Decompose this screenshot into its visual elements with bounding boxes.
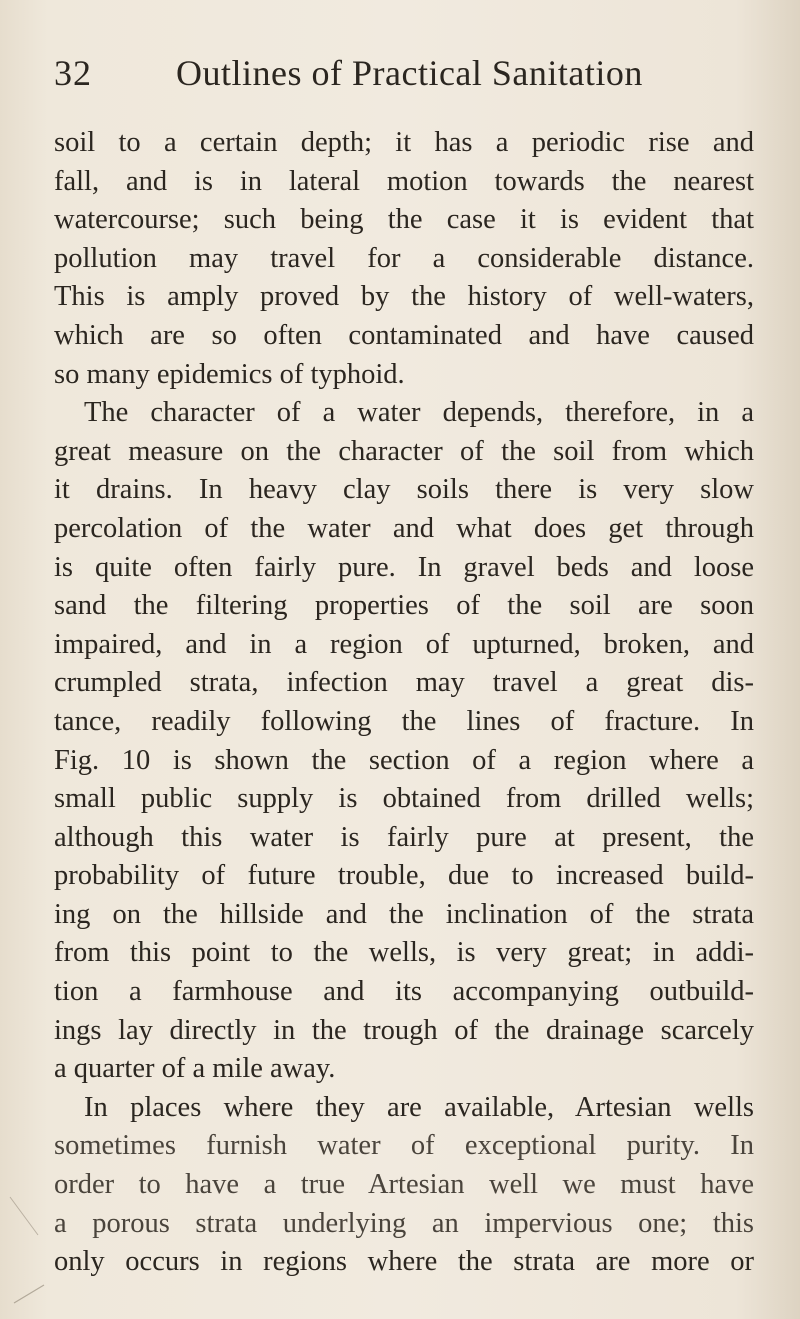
page-header (54, 52, 694, 102)
text-line: soil to a certain depth; it has a periodic rise and (54, 127, 754, 158)
text-line: which are so often contaminated and have caused (54, 319, 754, 351)
text-line: probability of future trouble, due to increased build- (54, 860, 754, 892)
text-line: ings lay directly in the trough of the drainage scarcely (54, 1014, 754, 1046)
text-line: sometimes furnish water of exceptional purity. In (54, 1130, 754, 1162)
body-text (54, 124, 754, 1282)
text-line: great measure on the character of the soil from which (54, 435, 754, 467)
text-line: impaired, and in a region of upturned, broken, and (54, 628, 754, 660)
text-line: tance, readily following the lines of fracture. In (54, 705, 754, 737)
text-line: crumpled strata, infection may travel a great dis- (54, 667, 754, 699)
text-line: order to have a true Artesian well we must have (54, 1169, 754, 1201)
text-line: is quite often fairly pure. In gravel beds and loose (54, 551, 754, 583)
text-line: tion a farmhouse and its accompanying outbuild- (54, 976, 754, 1008)
text-line: Fig. 10 is shown the section of a region where a (54, 744, 754, 776)
text-line: In places where they are available, Artesian wells (84, 1091, 754, 1123)
text-line: fall, and is in lateral motion towards the nearest (54, 165, 754, 197)
text-line: This is amply proved by the history of well-waters, (54, 281, 754, 313)
text-line: a porous strata underlying an impervious one; this (54, 1207, 754, 1239)
text-line: although this water is fairly pure at present, the (54, 821, 754, 853)
text-line: so many epidemics of typhoid. (54, 358, 405, 390)
page-number: 32 (54, 53, 92, 93)
text-line: it drains. In heavy clay soils there is very slow (54, 474, 754, 506)
text-line: percolation of the water and what does get through (54, 512, 754, 544)
margin-pencil-mark (8, 1195, 48, 1305)
text-line: ing on the hillside and the inclination of the strata (54, 898, 754, 930)
text-line: sand the filtering properties of the soil are soon (54, 590, 754, 622)
text-line: The character of a water depends, therefore, in a (84, 397, 754, 429)
text-line: only occurs in regions where the strata are more or (54, 1246, 754, 1278)
text-line: small public supply is obtained from drilled wells; (54, 783, 754, 815)
text-line: watercourse; such being the case it is evident that (54, 204, 754, 236)
text-line: a quarter of a mile away. (54, 1053, 336, 1085)
text-line: from this point to the wells, is very great; in addi- (54, 937, 754, 969)
text-line: pollution may travel for a considerable distance. (54, 242, 754, 274)
running-title: Outlines of Practical Sanitation (176, 53, 643, 93)
